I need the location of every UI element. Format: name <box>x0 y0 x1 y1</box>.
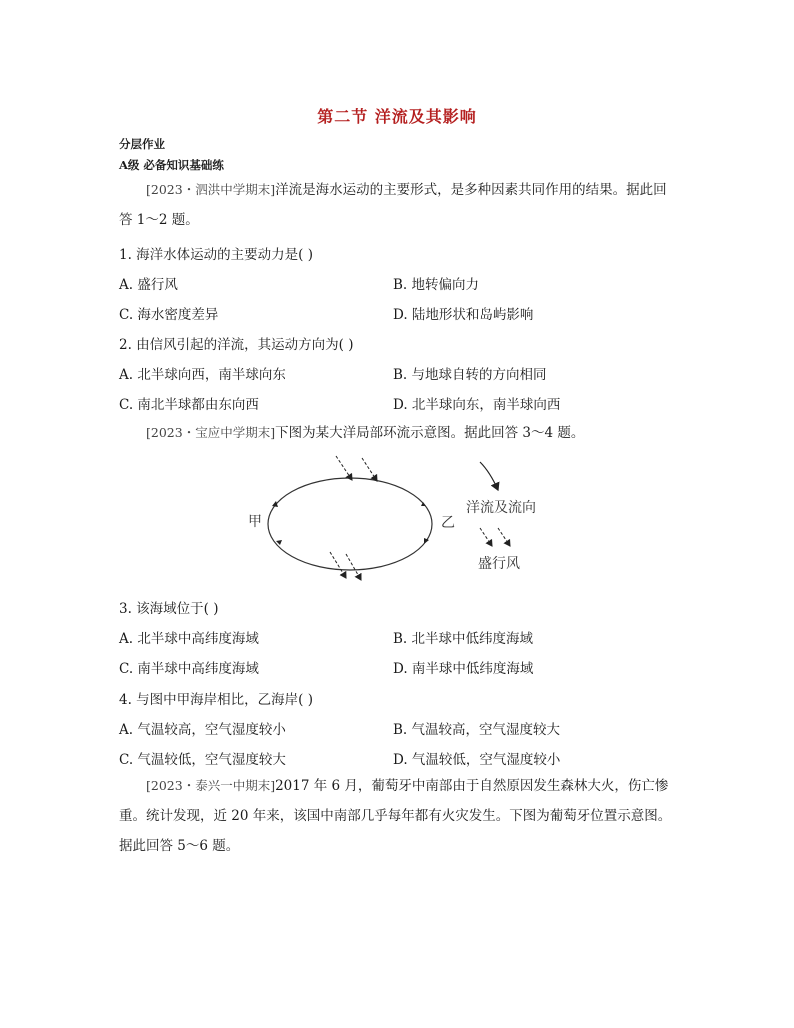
passage-3-text: 2017 年 6 月，葡萄牙中南部由于自然原因发生森林大火，伤亡惨重。统计发现，近 20 年来，该国中南部几乎每年都有火灾发生。下图为葡萄牙位置示意图。据此回答 5～6 题。 <box>119 778 672 854</box>
question-1-option-d: D. 陆地形状和岛屿影响 <box>393 307 534 323</box>
ocean-circulation-diagram <box>240 448 570 588</box>
gyre-ellipse <box>268 478 432 570</box>
question-4-option-b: B. 气温较高，空气湿度较大 <box>393 722 561 738</box>
wind-arrow-top-1 <box>336 456 352 480</box>
question-2-stem: 2. 由信风引起的洋流，其运动方向为( ) <box>119 337 354 353</box>
wind-arrow-top-2 <box>362 458 377 481</box>
question-1-stem: 1. 海洋水体运动的主要动力是( ) <box>119 247 313 263</box>
question-3-option-d: D. 南半球中低纬度海域 <box>393 661 534 677</box>
question-1-option-a: A. 盛行风 <box>119 277 178 293</box>
wind-arrow-bottom-2 <box>346 554 361 580</box>
question-4-stem: 4. 与图中甲海岸相比，乙海岸( ) <box>119 692 313 708</box>
passage-1-source: [2023・泗洪中学期末] <box>146 182 276 197</box>
question-2-option-c: C. 南北半球都由东向西 <box>119 397 259 413</box>
label-jia: 甲 <box>248 514 262 530</box>
passage-3 <box>119 771 679 861</box>
passage-3-source: [2023・泰兴一中期末] <box>146 778 276 793</box>
section-label: 分层作业 <box>119 137 165 151</box>
wind-arrow-bottom-1 <box>330 552 346 578</box>
question-1-option-c: C. 海水密度差异 <box>119 307 219 323</box>
label-yi: 乙 <box>441 515 455 531</box>
question-3-option-c: C. 南半球中高纬度海域 <box>119 661 259 677</box>
ocean-circulation-svg <box>240 448 570 588</box>
passage-2-text: 下图为某大洋局部环流示意图。据此回答 3～4 题。 <box>275 425 585 441</box>
question-2-option-b: B. 与地球自转的方向相同 <box>393 367 547 383</box>
page-title: 第二节 洋流及其影响 <box>317 107 477 126</box>
legend-wind-arrow-2 <box>498 528 510 546</box>
passage-2 <box>119 418 679 448</box>
level-label: A级 必备知识基础练 <box>119 158 224 172</box>
question-3-option-a: A. 北半球中高纬度海域 <box>119 631 259 647</box>
question-4-option-c: C. 气温较低，空气湿度较大 <box>119 752 286 768</box>
question-2-option-a: A. 北半球向西，南半球向东 <box>119 367 286 383</box>
passage-1 <box>119 175 679 235</box>
question-1-option-b: B. 地转偏向力 <box>393 277 480 293</box>
question-4-option-a: A. 气温较高，空气湿度较小 <box>119 722 286 738</box>
legend-wind-arrow-1 <box>480 528 492 546</box>
passage-2-source: [2023・宝应中学期末] <box>146 425 276 440</box>
legend-wind-label: 盛行风 <box>478 556 520 572</box>
legend-current-arrow <box>480 462 498 490</box>
legend-current-label: 洋流及流向 <box>466 500 536 516</box>
question-4-option-d: D. 气温较低，空气湿度较小 <box>393 752 561 768</box>
question-3-stem: 3. 该海域位于( ) <box>119 601 219 617</box>
question-3-option-b: B. 北半球中低纬度海域 <box>393 631 534 647</box>
question-2-option-d: D. 北半球向东，南半球向西 <box>393 397 561 413</box>
passage-1-text: 洋流是海水运动的主要形式，是多种因素共同作用的结果。据此回答 1～2 题。 <box>119 182 667 228</box>
